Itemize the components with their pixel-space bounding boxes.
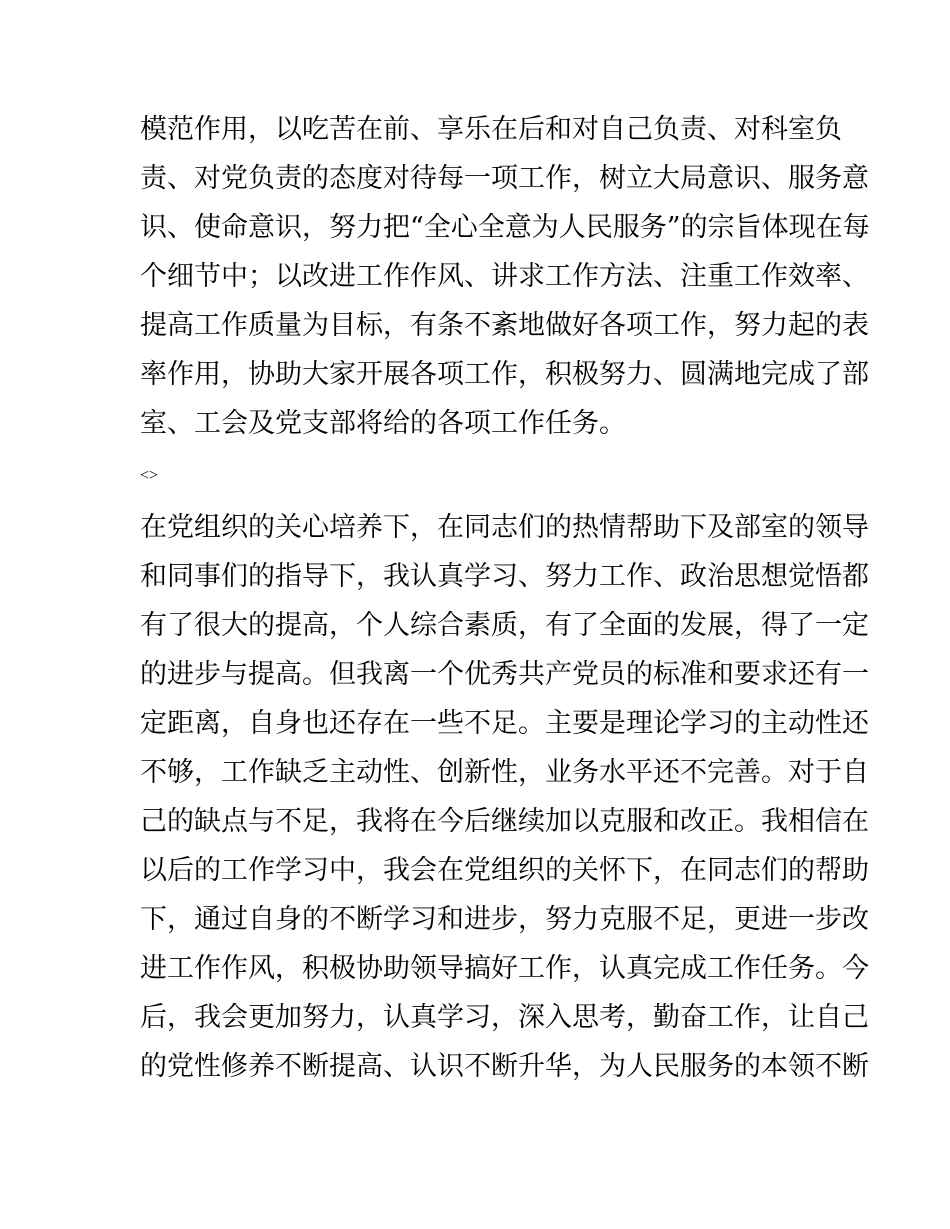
paragraph-line: 个细节中；以改进工作作风、讲求工作方法、注重工作效率、 [140, 261, 869, 292]
paragraph-line: 以后的工作学习中，我会在党组织的关怀下，在同志们的帮助 [140, 855, 869, 886]
paragraph-line: 的党性修养不断提高、认识不断升华，为人民服务的本领不断 [140, 1051, 869, 1082]
paragraph-line: 在党组织的关心培养下，在同志们的热情帮助下及部室的领导 [140, 512, 869, 543]
paragraph-line: 己的缺点与不足，我将在今后继续加以克服和改正。我相信在 [140, 806, 869, 837]
paragraph-line: 的进步与提高。但我离一个优秀共产党员的标准和要求还有一 [140, 659, 869, 690]
paragraph-line: 后，我会更加努力，认真学习，深入思考，勤奋工作，让自己 [140, 1002, 869, 1033]
paragraph-line: 责、对党负责的态度对待每一项工作，树立大局意识、服务意 [140, 163, 869, 194]
section-separator: <> [140, 467, 159, 484]
paragraph-line: 有了很大的提高，个人综合素质，有了全面的发展，得了一定 [140, 610, 869, 641]
paragraph-line: 室、工会及党支部将给的各项工作任务。 [140, 408, 626, 439]
paragraph-line: 模范作用，以吃苦在前、享乐在后和对自己负责、对科室负 [140, 114, 842, 145]
paragraph-line: 率作用，协助大家开展各项工作，积极努力、圆满地完成了部 [140, 359, 869, 390]
paragraph-2 [140, 503, 869, 1091]
paragraph-line: 不够，工作缺乏主动性、创新性，业务水平还不完善。对于自 [140, 757, 869, 788]
paragraph-line: 定距离，自身也还存在一些不足。主要是理论学习的主动性还 [140, 708, 869, 739]
paragraph-line: 下，通过自身的不断学习和进步，努力克服不足，更进一步改 [140, 904, 869, 935]
paragraph-line: 和同事们的指导下，我认真学习、努力工作、政治思想觉悟都 [140, 561, 869, 592]
paragraph-1 [140, 105, 870, 448]
paragraph-line: 进工作作风，积极协助领导搞好工作，认真完成工作任务。今 [140, 953, 869, 984]
paragraph-line: 识、使命意识，努力把“全心全意为人民服务”的宗旨体现在每 [140, 212, 870, 243]
paragraph-line: 提高工作质量为目标，有条不紊地做好各项工作，努力起的表 [140, 310, 869, 341]
